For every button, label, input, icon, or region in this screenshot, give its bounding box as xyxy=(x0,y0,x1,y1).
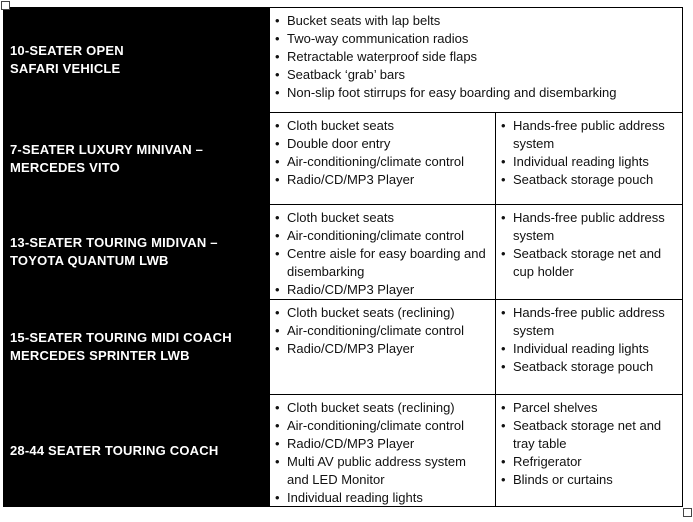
feature-list xyxy=(270,12,682,102)
table-row xyxy=(4,8,682,112)
feature-item: • Multi AV public address system and LED Monitor xyxy=(274,453,491,489)
features-cell xyxy=(269,300,495,394)
feature-item: • Cloth bucket seats xyxy=(274,117,491,135)
feature-item: • Centre aisle for easy boarding and disembarking xyxy=(274,245,491,281)
vehicle-name xyxy=(10,141,203,177)
feature-item: • Air-conditioning/climate control xyxy=(274,417,491,435)
features-cell xyxy=(269,8,682,112)
vehicle-name xyxy=(10,329,232,365)
features-cell xyxy=(495,113,682,204)
vehicle-name-cell xyxy=(4,205,269,299)
feature-item: • Cloth bucket seats xyxy=(274,209,491,227)
feature-item: • Parcel shelves xyxy=(500,399,678,417)
feature-item: • Seatback ‘grab’ bars xyxy=(274,66,678,84)
feature-list xyxy=(496,399,682,489)
feature-item: • Air-conditioning/climate control xyxy=(274,322,491,340)
feature-item: • Seatback storage pouch xyxy=(500,171,678,189)
features-cell xyxy=(269,113,495,204)
vehicle-name-line: 28-44 SEATER TOURING COACH xyxy=(10,442,219,458)
features-cell xyxy=(495,395,682,506)
feature-item: • Hands-free public address system xyxy=(500,117,678,153)
feature-item: • Seatback storage net and cup holder xyxy=(500,245,678,281)
feature-item: • Cloth bucket seats (reclining) xyxy=(274,399,491,417)
feature-item: • Radio/CD/MP3 Player xyxy=(274,340,491,358)
vehicle-name-line: TOYOTA QUANTUM LWB xyxy=(10,253,169,268)
feature-list xyxy=(496,209,682,281)
feature-list xyxy=(270,117,495,189)
vehicle-name-line: 7-SEATER LUXURY MINIVAN – xyxy=(10,141,204,157)
feature-item: • Radio/CD/MP3 Player xyxy=(274,435,491,453)
features-cell xyxy=(495,205,682,299)
feature-list xyxy=(270,209,495,299)
feature-item: • Seatback storage pouch xyxy=(500,358,678,376)
vehicle-name xyxy=(10,234,218,270)
feature-list xyxy=(270,304,495,358)
feature-item: • Two-way communication radios xyxy=(274,30,678,48)
feature-item: • Air-conditioning/climate control xyxy=(274,227,491,245)
feature-item: • Double door entry xyxy=(274,135,491,153)
table-row xyxy=(4,394,682,506)
feature-item: • Radio/CD/MP3 Player xyxy=(274,281,491,299)
feature-item: • Cloth bucket seats (reclining) xyxy=(274,304,491,322)
feature-item: • Non-slip foot stirrups for easy boarding and disembarking xyxy=(274,84,678,102)
vehicle-name-cell xyxy=(4,300,269,394)
feature-item: • Air-conditioning/climate control xyxy=(274,153,491,171)
feature-list xyxy=(270,399,495,506)
features-cell xyxy=(269,395,495,506)
features-cell xyxy=(495,300,682,394)
vehicle-name-line: MERCEDES SPRINTER LWB xyxy=(10,348,190,363)
feature-item: • Hands-free public address system xyxy=(500,209,678,245)
vehicle-features-table xyxy=(3,7,683,507)
feature-item: • Individual reading lights xyxy=(500,340,678,358)
feature-item: • Blinds or curtains xyxy=(500,471,678,489)
vehicle-name-line: MERCEDES VITO xyxy=(10,159,120,175)
vehicle-name-line: SAFARI VEHICLE xyxy=(10,61,121,76)
feature-item: • Retractable waterproof side flaps xyxy=(274,48,678,66)
feature-list xyxy=(496,304,682,376)
feature-item: • Hands-free public address system xyxy=(500,304,678,340)
feature-list xyxy=(496,117,682,189)
feature-item: • Refrigerator xyxy=(500,453,678,471)
vehicle-name-cell xyxy=(4,113,269,204)
features-cell xyxy=(269,205,495,299)
feature-item: • Radio/CD/MP3 Player xyxy=(274,171,491,189)
vehicle-name-line: 15-SEATER TOURING MIDI COACH xyxy=(10,330,232,345)
table-resize-handle[interactable] xyxy=(683,508,692,517)
feature-item: • Individual reading lights xyxy=(500,153,678,171)
table-row xyxy=(4,299,682,394)
vehicle-name-line: 10-SEATER OPEN xyxy=(10,43,124,58)
vehicle-name-cell xyxy=(4,8,269,112)
feature-item: • Individual reading lights xyxy=(274,489,491,506)
table-row xyxy=(4,112,682,204)
table-row xyxy=(4,204,682,299)
feature-item: • Seatback storage net and tray table xyxy=(500,417,678,453)
vehicle-name xyxy=(10,442,218,460)
vehicle-name xyxy=(10,42,124,78)
table-move-handle[interactable] xyxy=(1,1,10,10)
feature-item: • Bucket seats with lap belts xyxy=(274,12,678,30)
vehicle-name-cell xyxy=(4,395,269,506)
vehicle-name-line: 13-SEATER TOURING MIDIVAN – xyxy=(10,235,218,250)
